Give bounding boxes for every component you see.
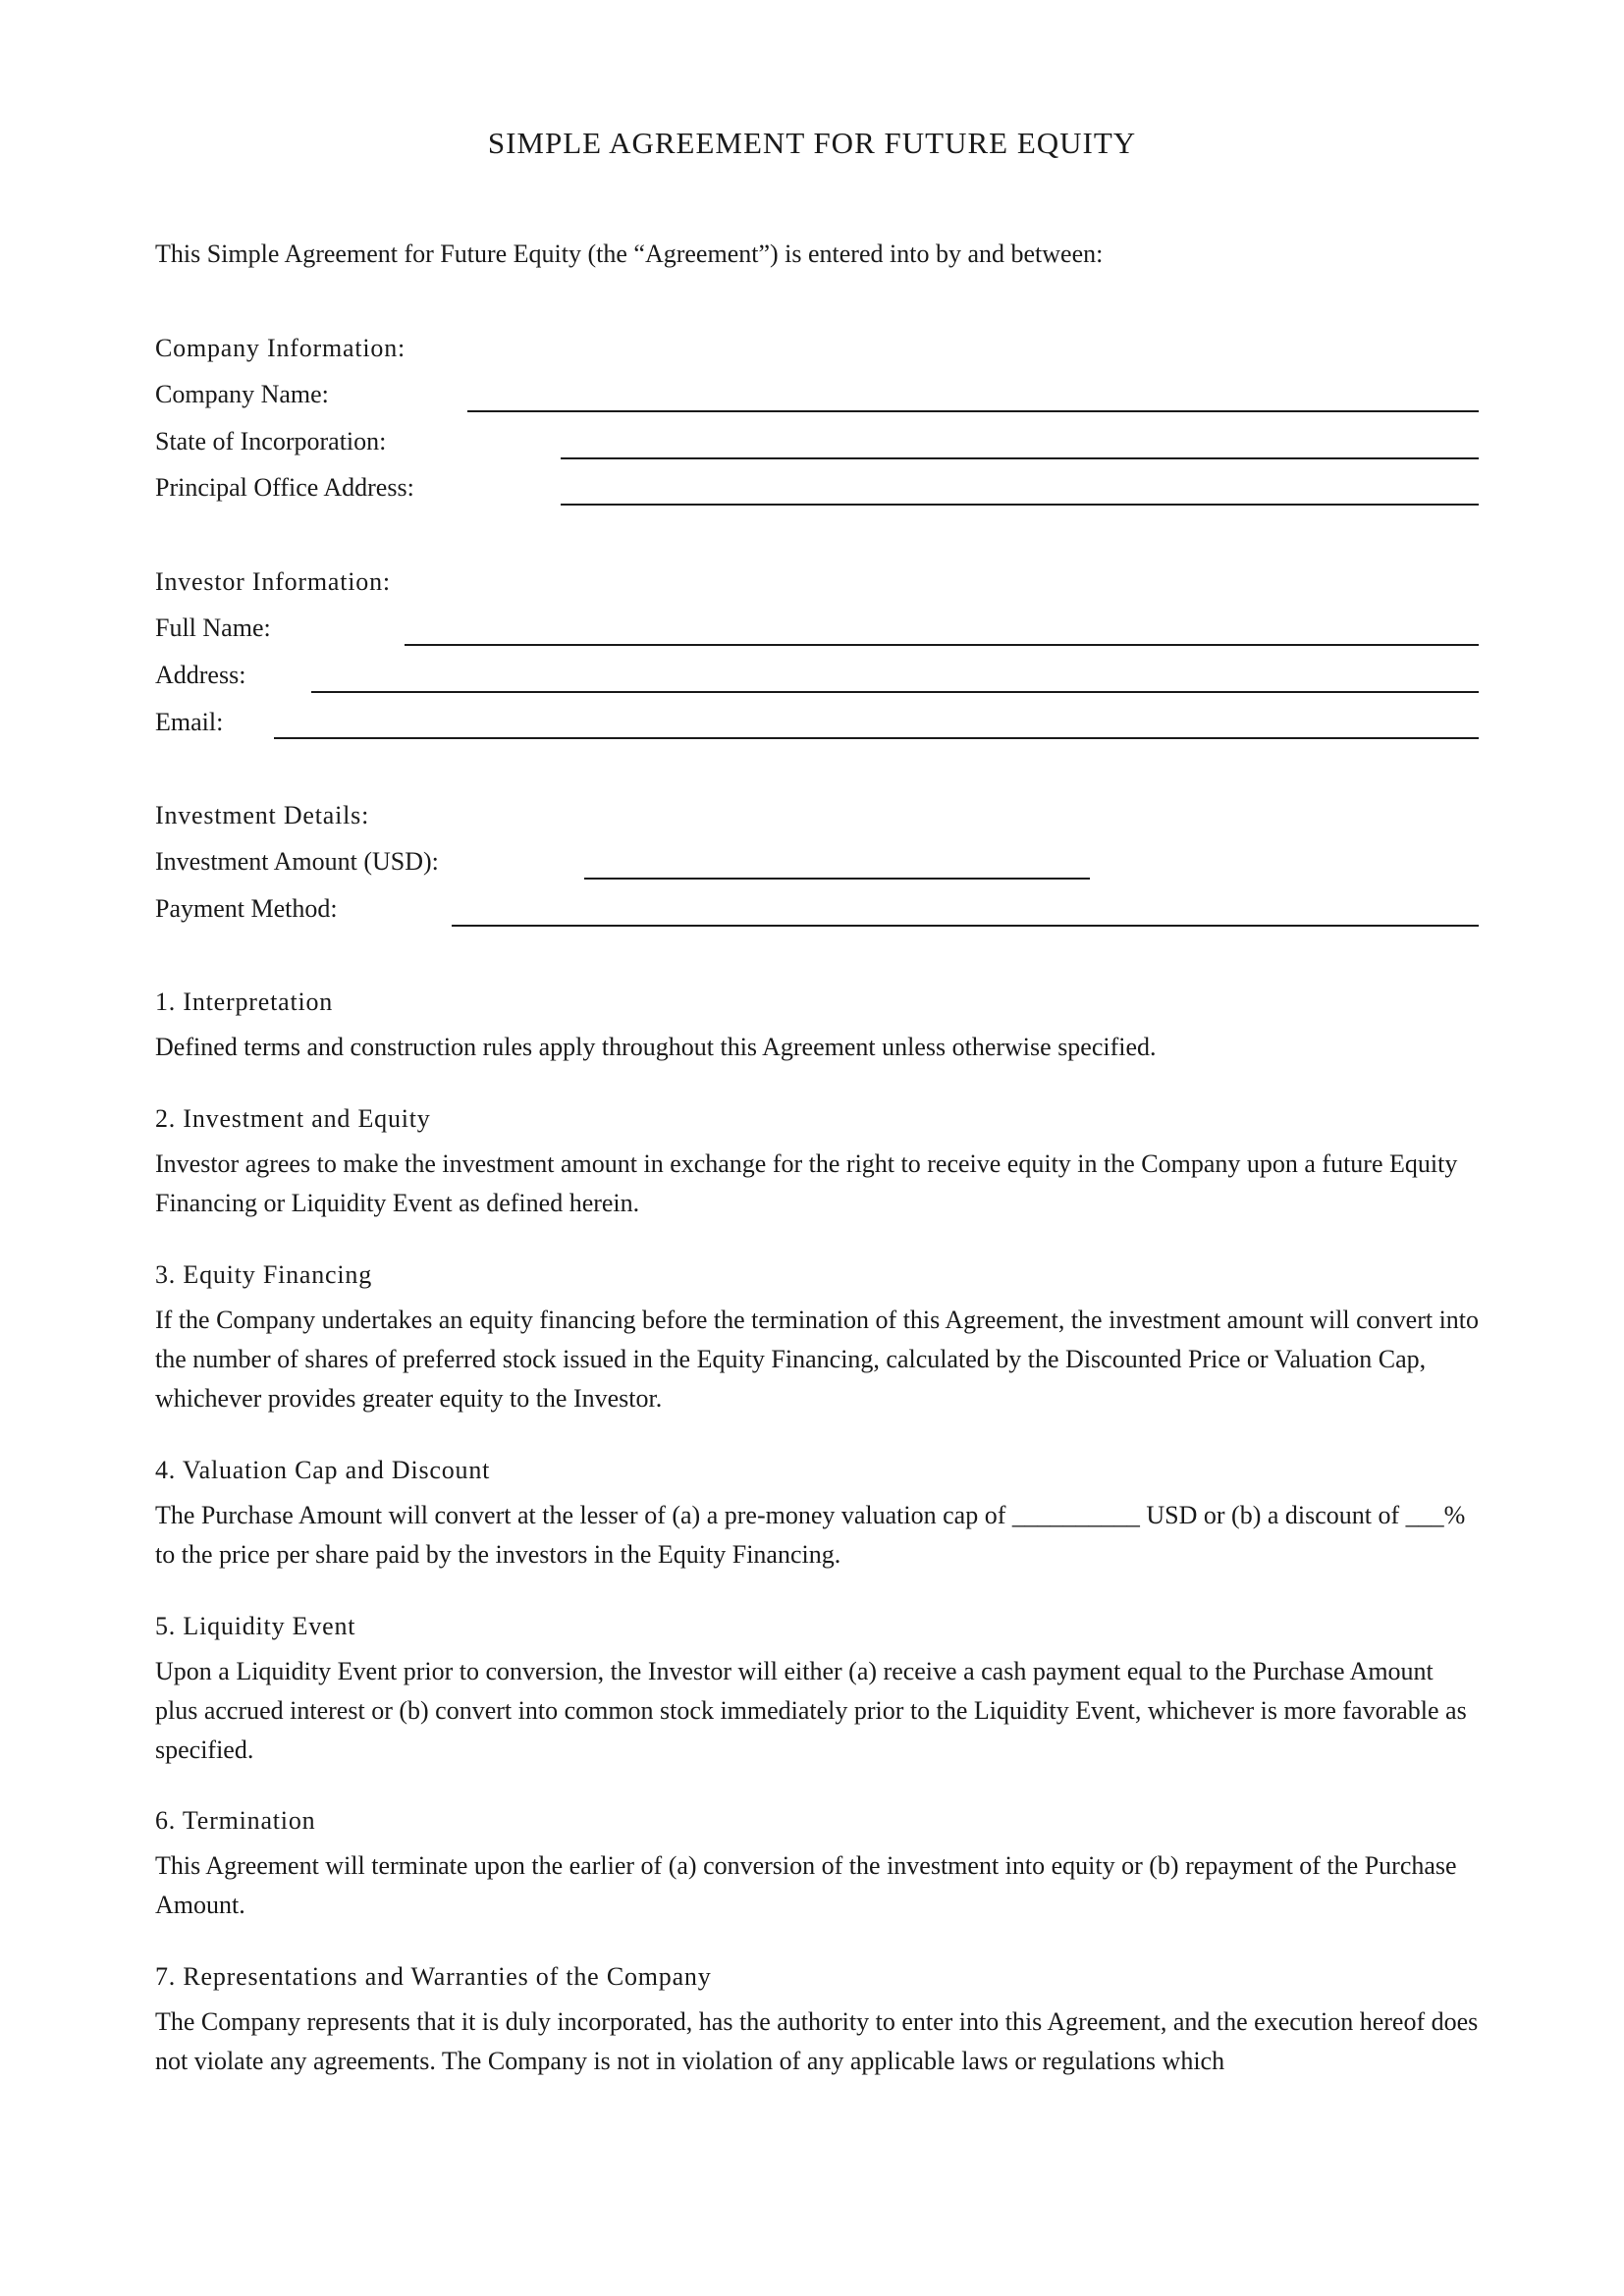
- section-body-investment-equity: Investor agrees to make the investment amount in exchange for the right to receive equity in the Company upon a future Equity Financing or Liquidity Event as defined herein.: [155, 1149, 1458, 1217]
- investor-info-heading: Investor Information:: [155, 567, 391, 596]
- company-info-heading: Company Information:: [155, 334, 406, 362]
- investor-email-label: Email:: [155, 708, 224, 736]
- section-heading-valuation-cap: 4. Valuation Cap and Discount: [155, 1456, 491, 1484]
- company-name-field[interactable]: [467, 410, 1479, 412]
- section-body-interpretation: Defined terms and construction rules apply throughout this Agreement unless otherwise specified.: [155, 1033, 1157, 1061]
- investor-full-name-field[interactable]: [405, 644, 1479, 646]
- company-name-label: Company Name:: [155, 380, 329, 408]
- section-body-liquidity-event: Upon a Liquidity Event prior to conversion, the Investor will either (a) receive a cash payment equal to the Purchase Amount plus accrued interest or (b) convert into common stock immediately prior to the Liquidity Event, whichever is more favorable as specified.: [155, 1657, 1467, 1764]
- section-heading-representations: 7. Representations and Warranties of the Company: [155, 1962, 712, 1991]
- section-heading-investment-equity: 2. Investment and Equity: [155, 1104, 431, 1133]
- section-body-representations: The Company represents that it is duly incorporated, has the authority to enter into this Agreement, and the execution hereof does not violate any agreements. The Company is not in violation of any applicable laws or regulations which: [155, 2007, 1479, 2075]
- investor-address-field[interactable]: [311, 691, 1479, 693]
- section-heading-termination: 6. Termination: [155, 1806, 316, 1835]
- principal-office-address-field[interactable]: [561, 504, 1479, 506]
- document-title: SIMPLE AGREEMENT FOR FUTURE EQUITY: [487, 126, 1137, 160]
- section-heading-equity-financing: 3. Equity Financing: [155, 1260, 373, 1289]
- investor-address-label: Address:: [155, 661, 246, 689]
- investment-amount-field[interactable]: [584, 878, 1090, 880]
- section-body-equity-financing: If the Company undertakes an equity financing before the termination of this Agreement, the investment amount will convert into the number of shares of preferred stock issued in the Equity Financing, calculated by the Discounted Price or Valuation Cap, whichever provides greater equity to the Investor.: [155, 1306, 1480, 1413]
- section-body-valuation-cap: The Purchase Amount will convert at the lesser of (a) a pre-money valuation cap of __________ USD or (b) a discount of ___% to the price per share paid by the investors in the Equity Financing.: [155, 1501, 1466, 1569]
- section-heading-interpretation: 1. Interpretation: [155, 988, 334, 1016]
- investor-full-name-label: Full Name:: [155, 614, 271, 642]
- investment-amount-label: Investment Amount (USD):: [155, 847, 439, 876]
- intro-paragraph: This Simple Agreement for Future Equity (the “Agreement”) is entered into by and between:: [155, 240, 1104, 268]
- section-body-termination: This Agreement will terminate upon the earlier of (a) conversion of the investment into equity or (b) repayment of the Purchase Amount.: [155, 1851, 1457, 1919]
- payment-method-field[interactable]: [452, 925, 1479, 927]
- section-heading-liquidity-event: 5. Liquidity Event: [155, 1612, 356, 1640]
- investment-details-heading: Investment Details:: [155, 801, 370, 829]
- state-of-incorporation-field[interactable]: [561, 457, 1479, 459]
- investor-email-field[interactable]: [274, 737, 1479, 739]
- state-of-incorporation-label: State of Incorporation:: [155, 427, 387, 455]
- payment-method-label: Payment Method:: [155, 894, 338, 923]
- principal-office-address-label: Principal Office Address:: [155, 473, 414, 502]
